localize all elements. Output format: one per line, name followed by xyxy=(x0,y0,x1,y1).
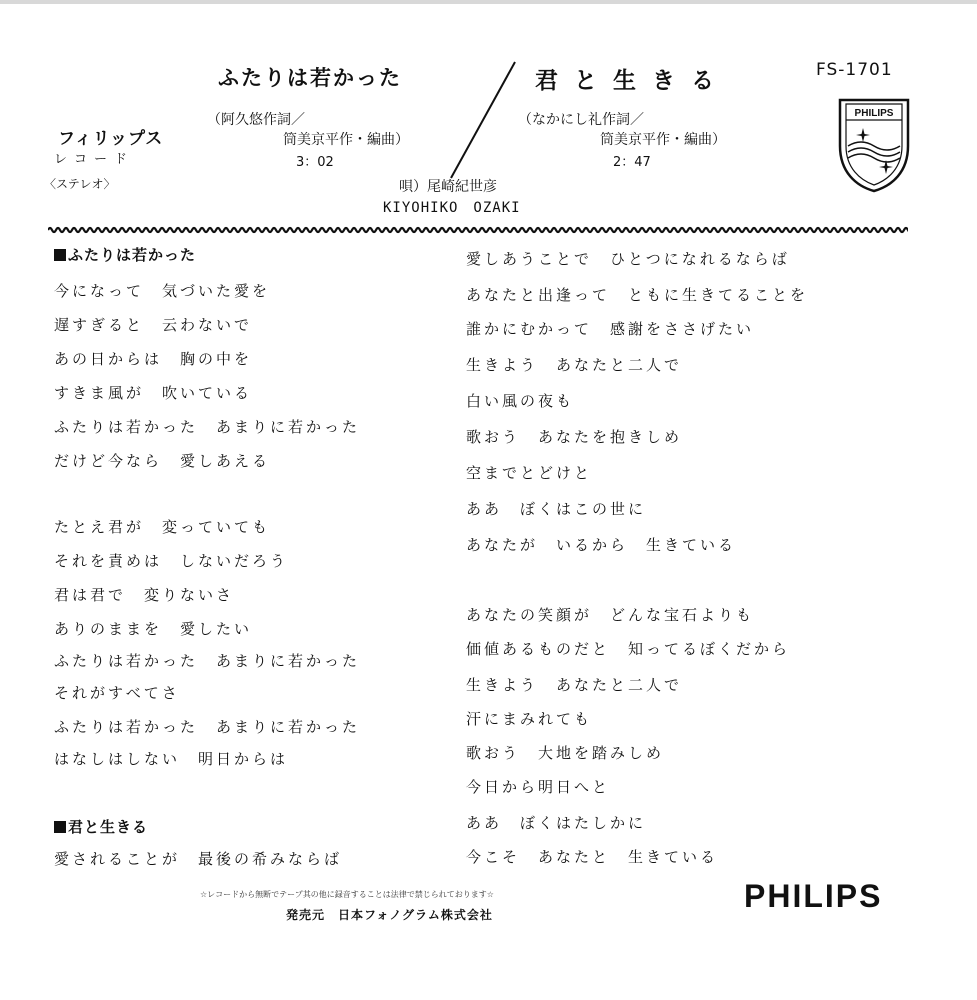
lyric-text: 生きよう あなたと二人で xyxy=(466,356,683,374)
brand-name: フィリップス xyxy=(58,129,164,149)
lyric-text: 汗にまみれても xyxy=(466,710,593,728)
lyric-line xyxy=(466,462,592,483)
song-title-2: 君と生きる xyxy=(535,68,730,94)
lyric-line xyxy=(54,848,342,869)
lyric-text: 愛されることが 最後の希みならば xyxy=(54,850,343,868)
song-duration-2: 2：47 xyxy=(613,155,651,170)
lyric-line xyxy=(466,846,718,867)
lyric-line xyxy=(466,354,682,375)
lyric-text: ふたりは若かった あまりに若かった xyxy=(54,418,361,436)
lyric-text: ふたりは若かった xyxy=(68,246,197,264)
lyric-text: 歌おう 大地を踏みしめ xyxy=(466,744,665,762)
lyrics-section-heading xyxy=(54,816,148,837)
brand-subtitle: レコード xyxy=(54,152,135,167)
lyric-text: 君と生きる xyxy=(68,818,149,836)
singer-name-jp: 唄）尾崎紀世彦 xyxy=(399,179,497,195)
top-edge xyxy=(0,0,977,4)
shield-text: PHILIPS xyxy=(854,108,894,119)
song-credit-1a: （阿久悠作詞／ xyxy=(207,112,305,128)
lyric-line xyxy=(466,318,754,339)
lyric-text: 生きよう あなたと二人で xyxy=(466,676,683,694)
singer-name-en: KIYOHIKO OZAKI xyxy=(383,200,521,216)
lyric-text: ふたりは若かった あまりに若かった xyxy=(54,652,361,670)
lyric-text: 今日から明日へと xyxy=(466,778,611,796)
lyric-line xyxy=(466,708,592,729)
lyric-line xyxy=(54,348,252,369)
square-bullet-icon xyxy=(54,249,66,261)
lyric-line xyxy=(466,812,646,833)
lyric-line xyxy=(466,248,790,269)
lyric-line xyxy=(466,390,574,411)
lyric-text: 価値あるものだと 知ってるぼくだから xyxy=(466,640,791,658)
lyric-line xyxy=(54,650,360,671)
philips-shield-logo xyxy=(836,94,912,194)
lyric-text: あの日からは 胸の中を xyxy=(54,350,253,368)
lyric-line xyxy=(54,748,288,769)
stereo-label: 〈ステレオ〉 xyxy=(44,177,116,191)
lyric-text: 今になって 気づいた愛を xyxy=(54,282,271,300)
lyric-text: だけど今なら 愛しあえる xyxy=(54,452,271,470)
philips-wordmark: PHILIPS xyxy=(744,878,883,914)
lyric-text: ふたりは若かった あまりに若かった xyxy=(54,718,361,736)
lyric-line xyxy=(466,742,664,763)
lyric-line xyxy=(466,284,808,305)
lyric-text: ああ ぼくはこの世に xyxy=(466,500,647,518)
lyric-text: 君は君で 変りないさ xyxy=(54,586,235,604)
lyric-text: はなしはしない 明日からは xyxy=(54,750,289,768)
lyrics-section-heading xyxy=(54,244,196,265)
square-bullet-icon xyxy=(54,821,66,833)
lyric-line xyxy=(54,314,252,335)
song-duration-1: 3：02 xyxy=(296,155,334,170)
lyric-text: それがすべてさ xyxy=(54,684,180,702)
lyric-text: すきま風が 吹いている xyxy=(54,384,253,402)
lyric-text: ありのままを 愛したい xyxy=(54,620,253,638)
lyric-text: あなたが いるから 生きている xyxy=(466,536,737,554)
lyric-line xyxy=(466,604,754,625)
lyric-line xyxy=(54,516,270,537)
song-credit-2b: 筒美京平作・編曲） xyxy=(600,132,726,148)
lyric-line xyxy=(54,682,180,703)
lyric-line xyxy=(466,426,682,447)
lyric-line xyxy=(466,534,736,555)
lyric-line xyxy=(54,450,270,471)
lyric-line xyxy=(466,674,682,695)
lyric-text: あなたの笑顔が どんな宝石よりも xyxy=(466,606,755,624)
lyric-text: たとえ君が 変っていても xyxy=(54,518,271,536)
title-divider xyxy=(445,60,520,180)
lyric-text: 愛しあうことで ひとつになれるならば xyxy=(466,250,790,268)
copyright-notice: ☆レコードから無断でテープ其の他に録音することは法律で禁じられております☆ xyxy=(200,890,494,899)
song-title-1: ふたりは若かった xyxy=(218,66,402,90)
lyric-line xyxy=(54,618,252,639)
lyric-text: ああ ぼくはたしかに xyxy=(466,814,647,832)
lyric-text: 歌おう あなたを抱きしめ xyxy=(466,428,683,446)
lyric-line xyxy=(54,716,360,737)
lyric-text: 白い風の夜も xyxy=(466,392,575,410)
lyric-line xyxy=(54,550,288,571)
lyric-text: あなたと出逢って ともに生きてることを xyxy=(466,286,809,304)
lyric-text: それを責めは しないだろう xyxy=(54,552,289,570)
catalog-number: FS-1701 xyxy=(816,60,893,80)
lyric-text: 遅すぎると 云わないで xyxy=(54,316,253,334)
lyric-line xyxy=(54,280,270,301)
lyric-line xyxy=(54,416,360,437)
wavy-separator xyxy=(48,225,908,235)
song-credit-2a: （なかにし礼作詞／ xyxy=(518,112,644,128)
lyric-line xyxy=(466,776,610,797)
lyric-line xyxy=(466,498,646,519)
song-credit-1b: 筒美京平作・編曲） xyxy=(283,132,409,148)
lyric-line xyxy=(54,382,252,403)
lyric-line xyxy=(466,638,790,659)
publisher: 発売元 日本フォノグラム株式会社 xyxy=(286,908,493,922)
lyric-text: 誰かにむかって 感謝をささげたい xyxy=(466,320,755,338)
lyric-line xyxy=(54,584,234,605)
lyric-text: 空までとどけと xyxy=(466,464,593,482)
lyric-text: 今こそ あなたと 生きている xyxy=(466,848,719,866)
